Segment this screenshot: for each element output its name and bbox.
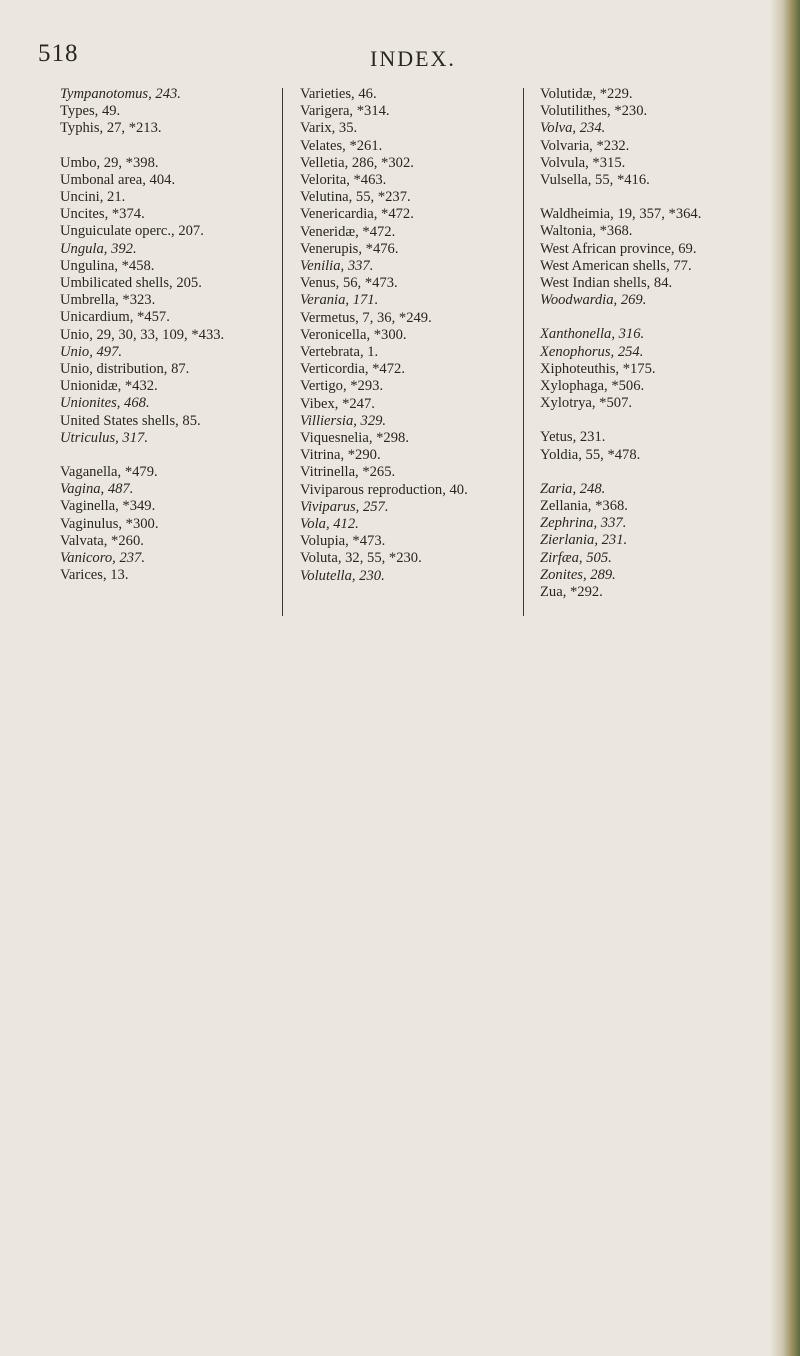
index-entry: United States shells, 85. — [60, 412, 201, 429]
index-entry: Vaganella, *479. — [60, 464, 158, 481]
page-number: 518 — [38, 40, 79, 67]
index-entry: Waldheimia, 19, 357, *364. — [540, 206, 702, 223]
index-entry: Waltonia, *368. — [540, 223, 633, 240]
index-entry: Xenophorus, 254. — [540, 343, 644, 360]
index-entry: Uncini, 21. — [60, 189, 126, 206]
index-entry: Ungula, 392. — [60, 240, 137, 257]
index-entry: West Indian shells, 84. — [540, 275, 673, 292]
index-entry: Venericardia, *472. — [300, 206, 414, 223]
index-entry: Xylotrya, *507. — [540, 395, 633, 412]
letter-group-gap — [540, 464, 785, 481]
letter-group-gap — [540, 412, 785, 429]
index-entry: Unicardium, *457. — [60, 309, 170, 326]
index-entry: Velorita, *463. — [300, 172, 387, 189]
index-entry: Unio, 29, 30, 33, 109, *433. — [60, 326, 225, 343]
index-entry: Umbrella, *323. — [60, 292, 156, 309]
index-entry: Yetus, 231. — [540, 429, 606, 446]
index-entry: Unionites, 468. — [60, 395, 150, 412]
index-entry: Vulsella, 55, *416. — [540, 172, 650, 189]
index-entry: Ungulina, *458. — [60, 257, 155, 274]
index-entry: Viviparus, 257. — [300, 498, 389, 515]
index-entry: West American shells, 77. — [540, 257, 692, 274]
index-entry: West African province, 69. — [540, 240, 697, 257]
index-entry: Vermetus, 7, 36, *249. — [300, 309, 432, 326]
index-entry: Vaginella, *349. — [60, 498, 156, 515]
letter-group-gap — [540, 309, 785, 326]
letter-group-gap — [60, 447, 300, 464]
letter-group-gap — [540, 189, 785, 206]
index-entry: Typhis, 27, *213. — [60, 120, 162, 137]
index-entry: Volva, 234. — [540, 120, 606, 137]
index-entry: Vibex, *247. — [300, 395, 375, 412]
index-entry: Venus, 56, *473. — [300, 275, 398, 292]
running-head: INDEX. — [370, 46, 456, 71]
index-entry: Velutina, 55, *237. — [300, 189, 411, 206]
index-entry: Varix, 35. — [300, 120, 358, 137]
index-entry: Zua, *292. — [540, 584, 603, 601]
index-entry: Unio, distribution, 87. — [60, 361, 190, 378]
letter-group-gap — [60, 138, 300, 155]
index-entry: Vitrina, *290. — [300, 447, 381, 464]
index-entry: Volutella, 230. — [300, 567, 385, 584]
index-entry: Veronicella, *300. — [300, 326, 407, 343]
index-entry: Veneridæ, *472. — [300, 223, 396, 240]
index-entry: Types, 49. — [60, 103, 121, 120]
index-entry: Volutidæ, *229. — [540, 86, 633, 102]
index-entry: Volvula, *315. — [540, 154, 626, 171]
index-entry: Villiersia, 329. — [300, 412, 387, 429]
page-edge-shadow — [770, 0, 800, 1356]
index-entry: Zephrina, 337. — [540, 515, 627, 532]
index-entry: Umbonal area, 404. — [60, 171, 176, 188]
index-entry: Verticordia, *472. — [300, 361, 405, 378]
index-entry: Vitrinella, *265. — [300, 464, 396, 481]
index-entry: Viquesnelia, *298. — [300, 430, 409, 447]
index-entry: Vertigo, *293. — [300, 378, 384, 395]
index-entry: Xanthonella, 316. — [540, 326, 645, 343]
index-entry: Vaginulus, *300. — [60, 515, 159, 532]
index-entry: Vola, 412. — [300, 516, 359, 533]
index-entry: Uncites, *374. — [60, 206, 145, 223]
index-entry: Woodwardia, 269. — [540, 292, 647, 309]
index-entry: Varices, 13. — [60, 567, 129, 584]
index-entry: Volutilithes, *230. — [540, 103, 648, 120]
index-entry: Vanicoro, 237. — [60, 550, 145, 567]
index-entry: Xiphoteuthis, *175. — [540, 360, 656, 377]
index-entry: Unio, 497. — [60, 343, 123, 360]
index-entry: Venerupis, *476. — [300, 240, 399, 257]
index-entry: Unionidæ, *432. — [60, 378, 158, 395]
index-entry: Zierlania, 231. — [540, 532, 628, 549]
index-entry: Voluta, 32, 55, *230. — [300, 550, 422, 567]
index-entry: Tympanotomus, 243. — [60, 86, 181, 102]
index-entry: Zellania, *368. — [540, 498, 628, 515]
index-column-2 — [300, 86, 520, 585]
index-entry: Varieties, 46. — [300, 86, 377, 102]
index-entry: Volupia, *473. — [300, 533, 386, 550]
index-entry: Viviparous reproduction, 40. — [300, 481, 468, 498]
column-divider — [523, 88, 524, 616]
index-entry: Verania, 171. — [300, 292, 379, 309]
index-entry: Umbo, 29, *398. — [60, 154, 159, 171]
index-entry: Volvaria, *232. — [540, 137, 630, 154]
index-entry: Velates, *261. — [300, 137, 383, 154]
index-entry: Xylophaga, *506. — [540, 378, 645, 395]
index-entry: Venilia, 337. — [300, 258, 374, 275]
index-entry: Valvata, *260. — [60, 532, 144, 549]
index-column-1 — [60, 86, 300, 584]
column-divider — [282, 88, 283, 616]
index-entry: Zonites, 289. — [540, 566, 616, 583]
index-entry: Zirfæa, 505. — [540, 549, 612, 566]
index-entry: Umbilicated shells, 205. — [60, 275, 202, 292]
index-entry: Zaria, 248. — [540, 480, 606, 497]
index-entry: Velletia, 286, *302. — [300, 154, 414, 171]
index-entry: Varigera, *314. — [300, 103, 390, 120]
index-entry: Yoldia, 55, *478. — [540, 446, 641, 463]
index-entry: Vertebrata, 1. — [300, 344, 379, 361]
index-entry: Utriculus, 317. — [60, 429, 148, 446]
index-column-3 — [540, 86, 785, 601]
index-entry: Vagina, 487. — [60, 481, 134, 498]
index-entry: Unguiculate operc., 207. — [60, 223, 204, 240]
